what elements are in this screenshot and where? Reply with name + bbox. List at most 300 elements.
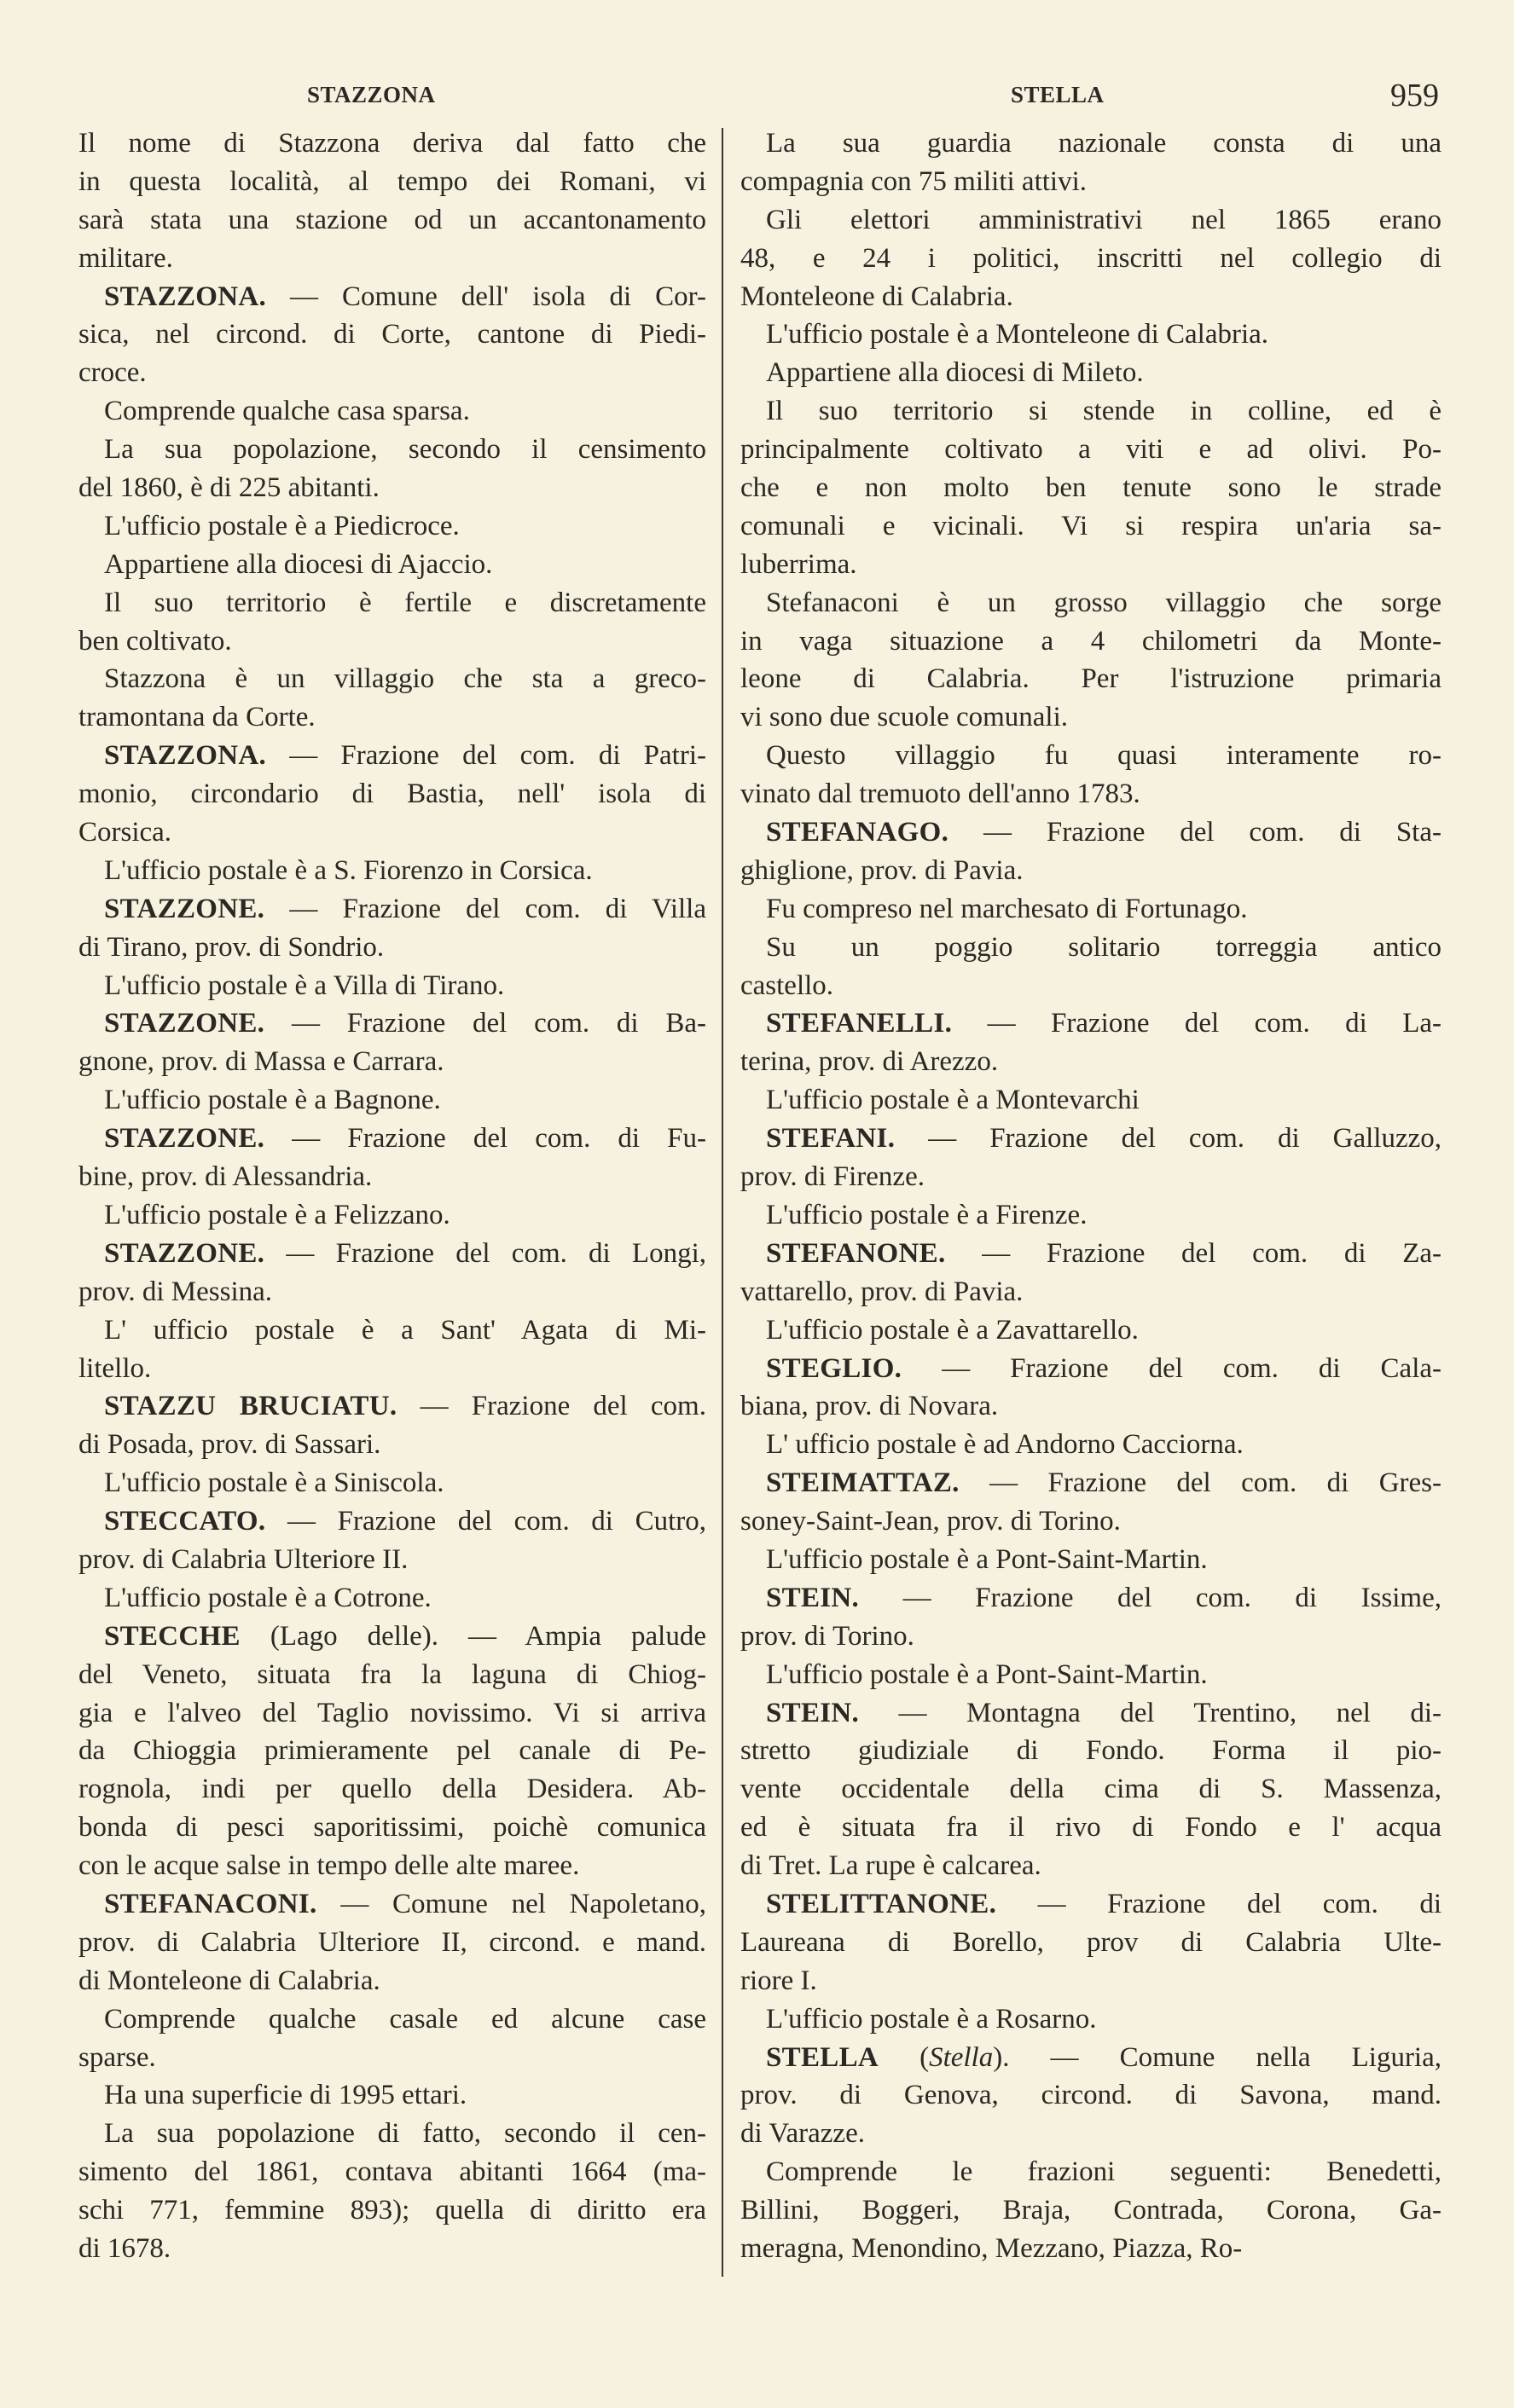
text-line: [78, 2230, 706, 2268]
entry-paragraph: [78, 1464, 706, 1502]
text-line: [78, 1158, 706, 1196]
text-line: [740, 1043, 1441, 1081]
line-text: di Tirano, prov. di Sondrio.: [78, 931, 385, 963]
text-line: [78, 315, 706, 354]
text-line: [740, 775, 1441, 813]
text-line: [740, 1196, 1441, 1235]
entry-paragraph: [740, 813, 1441, 890]
line-text: — Frazione del com. di Villa: [264, 893, 706, 924]
line-text: in questa località, al tempo dei Romani, vi: [78, 165, 706, 197]
entry-headword: STAZZONE.: [104, 893, 265, 924]
entry-paragraph: [78, 584, 706, 661]
text-line: [740, 660, 1441, 698]
text-line: [740, 392, 1441, 431]
text-line: [78, 890, 706, 929]
entry-paragraph: [740, 2000, 1441, 2039]
line-text: prov. di Torino.: [740, 1620, 914, 1652]
entry-paragraph: [78, 507, 706, 546]
line-text: Il suo territorio è fertile e discretamente: [104, 587, 706, 618]
entry-paragraph: [740, 315, 1441, 354]
line-text: — Frazione del com. di Gres-: [959, 1467, 1441, 1499]
line-text: L'ufficio postale è a Montevarchi: [766, 1085, 1140, 1116]
entry-paragraph: [740, 1004, 1441, 1081]
line-text: bonda di pesci saporitissimi, poichè comunica: [78, 1812, 706, 1844]
text-line: [78, 431, 706, 469]
text-line: [78, 1273, 706, 1311]
text-line: [740, 890, 1441, 929]
text-line: [78, 2191, 706, 2230]
left-column: [78, 124, 706, 2268]
line-text: litello.: [78, 1352, 152, 1384]
text-line: [740, 1235, 1441, 1273]
text-line: [78, 929, 706, 967]
entry-paragraph: [740, 737, 1441, 813]
entry-paragraph: [78, 1196, 706, 1235]
entry-paragraph: [78, 392, 706, 431]
text-line: [740, 1502, 1441, 1541]
line-text: meragna, Menondino, Mezzano, Piazza, Ro-: [740, 2232, 1243, 2264]
line-text: leone di Calabria. Per l'istruzione primaria: [740, 663, 1441, 695]
entry-paragraph: [740, 929, 1441, 1005]
text-line: [78, 1694, 706, 1733]
entry-headword: STEGLIO.: [766, 1352, 902, 1384]
line-text: gnone, prov. di Massa e Carrara.: [78, 1046, 444, 1078]
line-text: soney-Saint-Jean, prov. di Torino.: [740, 1506, 1121, 1537]
line-text: sarà stata una stazione od un accantonamento: [78, 204, 706, 235]
line-text: La sua guardia nazionale consta di una: [766, 128, 1441, 159]
line-text: Su un poggio solitario torreggia antico: [766, 931, 1441, 963]
line-text: di Monteleone di Calabria.: [78, 1965, 380, 1996]
entry-headword: STAZZONE.: [104, 1008, 265, 1039]
entry-paragraph: [740, 392, 1441, 583]
entry-paragraph: [78, 2000, 706, 2077]
line-text: che e non molto ben tenute sono le strade: [740, 472, 1441, 504]
running-head-right: STELLA: [1011, 82, 1105, 107]
entry-paragraph: [740, 1579, 1441, 1656]
line-text: L'ufficio postale è a Bagnone.: [104, 1085, 441, 1116]
entry-paragraph: [78, 890, 706, 967]
running-head-left: STAZZONA: [307, 82, 436, 107]
entry-paragraph: [78, 967, 706, 1005]
entry-paragraph: [740, 1235, 1441, 1311]
entry-paragraph: [78, 124, 706, 278]
entry-paragraph: [740, 1656, 1441, 1694]
text-line: [740, 1273, 1441, 1311]
line-text: comunali e vicinali. Vi si respira un'aria sa-: [740, 510, 1441, 541]
text-line: [740, 431, 1441, 469]
text-line: [78, 240, 706, 278]
line-text: castello.: [740, 970, 834, 1001]
entry-headword: STEFANONE.: [766, 1237, 946, 1269]
line-text: prov. di Firenze.: [740, 1161, 925, 1193]
entry-paragraph: [740, 584, 1441, 738]
entry-paragraph: [78, 1004, 706, 1081]
line-text: Questo villaggio fu quasi interamente ro-: [766, 740, 1441, 772]
text-line: [740, 967, 1441, 1005]
text-line: [740, 929, 1441, 967]
line-text: compagnia con 75 militi attivi.: [740, 165, 1088, 197]
line-text: ed è situata fra il rivo di Fondo e l' acqua: [740, 1812, 1441, 1844]
line-text: — Frazione del com. di Fu-: [264, 1123, 706, 1155]
entry-paragraph: [740, 1120, 1441, 1196]
line-text: — Frazione del com. di Cutro,: [265, 1506, 706, 1537]
text-line: [740, 1962, 1441, 2000]
line-text: — Frazione del com. di Ba-: [264, 1008, 706, 1039]
line-text: terina, prov. di Arezzo.: [740, 1046, 999, 1078]
line-text: sparse.: [78, 2041, 156, 2073]
entry-paragraph: [78, 1311, 706, 1388]
text-line: [740, 1081, 1441, 1120]
entry-headword: STEFANAGO.: [766, 817, 949, 848]
entry-paragraph: [740, 2039, 1441, 2154]
text-line: [78, 163, 706, 201]
text-line: [78, 737, 706, 775]
text-line: [78, 622, 706, 661]
line-text: di Varazze.: [740, 2118, 865, 2150]
entry-headword: STELLA: [766, 2041, 879, 2073]
line-text: Appartiene alla diocesi di Mileto.: [766, 357, 1144, 389]
line-text: L'ufficio postale è a Pont-Saint-Martin.: [766, 1658, 1208, 1690]
text-line: [78, 698, 706, 737]
line-text: in vaga situazione a 4 chilometri da Monte-: [740, 625, 1441, 657]
line-text: vattarello, prov. di Pavia.: [740, 1276, 1024, 1307]
line-text: stretto giudiziale di Fondo. Forma il pio-: [740, 1735, 1441, 1767]
text-line: [740, 584, 1441, 622]
text-line: [78, 1004, 706, 1043]
line-text: Il nome di Stazzona deriva dal fatto che: [78, 128, 706, 159]
text-line: [740, 1770, 1441, 1809]
entry-paragraph: [78, 1120, 706, 1196]
line-text: L'ufficio postale è a Cotrone.: [104, 1582, 432, 1613]
entry-paragraph: [78, 852, 706, 890]
text-line: [740, 1809, 1441, 1847]
entry-paragraph: [78, 431, 706, 507]
text-line: [740, 201, 1441, 240]
text-line: [78, 1579, 706, 1618]
entry-paragraph: [78, 278, 706, 393]
line-text: prov. di Messina.: [78, 1276, 273, 1307]
line-text: L'ufficio postale è a Piedicroce.: [104, 510, 460, 541]
entry-paragraph: [78, 2076, 706, 2115]
line-text: gia e l'alveo del Taglio novissimo. Vi si arriva: [78, 1697, 706, 1728]
entry-headword: STAZZONA.: [104, 281, 267, 312]
line-text: vinato dal tremuoto dell'anno 1783.: [740, 779, 1140, 810]
text-line: [740, 622, 1441, 661]
text-line: [740, 1656, 1441, 1694]
line-text: L'ufficio postale è a Siniscola.: [104, 1467, 444, 1499]
entry-headword: STAZZONE.: [104, 1237, 265, 1269]
entry-paragraph: [78, 1502, 706, 1579]
line-text: vente occidentale della cima di S. Massenza,: [740, 1774, 1441, 1805]
text-line: [78, 1043, 706, 1081]
text-line: [740, 240, 1441, 278]
text-line: [78, 2153, 706, 2191]
line-text: del 1860, è di 225 abitanti.: [78, 472, 380, 504]
line-text: con le acque salse in tempo delle alte maree.: [78, 1850, 580, 1882]
line-text: di Posada, prov. di Sassari.: [78, 1429, 381, 1461]
text-line: [740, 1004, 1441, 1043]
entry-headword: STEFANACONI.: [104, 1888, 317, 1919]
line-text: schi 771, femmine 893); quella di diritto era: [78, 2195, 706, 2226]
line-text: L' ufficio postale è a Sant' Agata di Mi-: [104, 1314, 706, 1346]
line-text: ). — Comune nella Liguria,: [993, 2041, 1441, 2073]
entry-paragraph: [740, 1694, 1441, 1885]
entry-headword: STAZZONE.: [104, 1123, 265, 1155]
text-line: [740, 1158, 1441, 1196]
text-line: [740, 1732, 1441, 1770]
line-text: L'ufficio postale è a S. Fiorenzo in Corsica.: [104, 854, 593, 886]
text-line: [78, 1464, 706, 1502]
text-line: [740, 2230, 1441, 2268]
text-line: [78, 1962, 706, 2000]
line-text: Gli elettori amministrativi nel 1865 erano: [766, 204, 1441, 235]
line-text: simento del 1861, contava abitanti 1664 (ma-: [78, 2156, 706, 2188]
text-line: [78, 1770, 706, 1809]
text-line: [740, 546, 1441, 584]
text-line: [740, 2153, 1441, 2191]
line-text: L' ufficio postale è ad Andorno Cacciorna.: [766, 1429, 1244, 1461]
entry-paragraph: [740, 1311, 1441, 1350]
line-text: ghiglione, prov. di Pavia.: [740, 854, 1024, 886]
right-column: [740, 124, 1441, 2268]
text-line: [740, 2039, 1441, 2077]
text-line: [78, 1081, 706, 1120]
line-text: 48, e 24 i politici, inscritti nel collegio di: [740, 242, 1441, 274]
line-text: Comprende qualche casale ed alcune case: [104, 2003, 706, 2035]
text-line: [740, 1387, 1441, 1426]
text-line: [78, 660, 706, 698]
text-line: [78, 1120, 706, 1158]
text-line: [78, 1502, 706, 1541]
entry-paragraph: [78, 1618, 706, 1885]
text-line: [740, 507, 1441, 546]
text-line: [78, 507, 706, 546]
entry-headword: STEIMATTAZ.: [766, 1467, 960, 1499]
text-line: [78, 2076, 706, 2115]
line-text: da Chioggia primieramente pel canale di Pe-: [78, 1735, 706, 1767]
text-line: [78, 1426, 706, 1464]
text-line: [740, 1924, 1441, 1962]
text-line: [78, 1847, 706, 1885]
text-line: [78, 546, 706, 584]
text-line: [78, 1618, 706, 1656]
text-line: [78, 1809, 706, 1847]
line-text: — Frazione del com. di Galluzzo,: [895, 1123, 1441, 1155]
text-line: [78, 1196, 706, 1235]
line-text: — Frazione del com. di Za-: [945, 1237, 1441, 1269]
text-line: [740, 354, 1441, 392]
text-line: [78, 1656, 706, 1694]
text-line: [740, 163, 1441, 201]
line-text: vi sono due scuole comunali.: [740, 702, 1069, 733]
line-text: Stazzona è un villaggio che sta a greco-: [104, 663, 706, 695]
line-text: L'ufficio postale è a Felizzano.: [104, 1199, 450, 1230]
text-line: [740, 1885, 1441, 1924]
text-line: [78, 201, 706, 240]
text-line: [740, 2191, 1441, 2230]
text-line: [78, 584, 706, 622]
line-text: principalmente coltivato a viti e ad olivi. Po-: [740, 434, 1441, 466]
line-text: Monteleone di Calabria.: [740, 281, 1013, 312]
line-text: Stefanaconi è un grosso villaggio che sorge: [766, 587, 1441, 618]
entry-headword: STEFANELLI.: [766, 1008, 953, 1039]
text-line: [740, 852, 1441, 890]
entry-headword: STEIN.: [766, 1697, 860, 1728]
line-text: riore I.: [740, 1965, 817, 1996]
line-text: La sua popolazione, secondo il censimento: [104, 434, 706, 466]
text-line: [78, 967, 706, 1005]
line-text: — Frazione del com. di Cala-: [902, 1352, 1441, 1384]
line-text: L'ufficio postale è a Firenze.: [766, 1199, 1088, 1230]
text-line: [740, 1541, 1441, 1579]
line-text: — Frazione del com.: [397, 1391, 706, 1422]
text-line: [740, 1579, 1441, 1618]
entry-paragraph: [78, 660, 706, 737]
entry-paragraph: [78, 1579, 706, 1618]
text-line: [78, 2039, 706, 2077]
line-text: tramontana da Corte.: [78, 702, 316, 733]
text-line: [740, 124, 1441, 163]
line-text: bine, prov. di Alessandria.: [78, 1161, 373, 1193]
page-number: 959: [1390, 78, 1439, 113]
line-text: Corsica.: [78, 817, 172, 848]
line-text: Appartiene alla diocesi di Ajaccio.: [104, 548, 493, 580]
text-line: [740, 1694, 1441, 1733]
line-text: del Veneto, situata fra la laguna di Chiog-: [78, 1658, 706, 1690]
line-text: croce.: [78, 357, 147, 389]
entry-headword: STECCHE: [104, 1620, 241, 1652]
text-line: [740, 2076, 1441, 2115]
entry-paragraph: [78, 546, 706, 584]
text-line: [78, 1885, 706, 1924]
text-line: [740, 2000, 1441, 2039]
text-line: [78, 1387, 706, 1426]
line-text: La sua popolazione di fatto, secondo il cen-: [104, 2118, 706, 2150]
line-text: — Frazione del com. di Patri-: [266, 740, 706, 772]
text-line: [78, 775, 706, 813]
entry-headword: STEIN.: [766, 1582, 860, 1613]
text-line: [740, 315, 1441, 354]
text-line: [78, 392, 706, 431]
text-line: [740, 1464, 1441, 1502]
text-line: [740, 278, 1441, 316]
line-text: Comprende qualche casa sparsa.: [104, 396, 470, 427]
text-line: [740, 2115, 1441, 2153]
entry-paragraph: [740, 2153, 1441, 2268]
entry-paragraph: [740, 1541, 1441, 1579]
line-text: L'ufficio postale è a Zavattarello.: [766, 1314, 1139, 1346]
text-line: [740, 1847, 1441, 1885]
text-line: [740, 469, 1441, 507]
entry-paragraph: [78, 1235, 706, 1311]
entry-paragraph: [78, 737, 706, 852]
entry-paragraph: [740, 201, 1441, 316]
entry-paragraph: [78, 2115, 706, 2268]
text-line: [78, 1732, 706, 1770]
line-text: di 1678.: [78, 2232, 171, 2264]
line-text: Comprende le frazioni seguenti: Benedetti,: [766, 2156, 1441, 2188]
line-text: — Frazione del com. di: [996, 1888, 1441, 1919]
text-line: [740, 737, 1441, 775]
line-text: Il suo territorio si stende in colline, ed è: [766, 396, 1441, 427]
entry-paragraph: [740, 1885, 1441, 2000]
line-text: Laureana di Borello, prov di Calabria Ulte-: [740, 1926, 1441, 1958]
text-line: [78, 1924, 706, 1962]
entry-paragraph: [78, 1387, 706, 1464]
text-line: [78, 278, 706, 316]
entry-paragraph: [740, 1350, 1441, 1427]
text-line: [740, 1120, 1441, 1158]
line-text: — Comune dell' isola di Cor-: [266, 281, 706, 312]
text-line: [78, 354, 706, 392]
line-text: biana, prov. di Novara.: [740, 1391, 999, 1422]
line-text: rognola, indi per quello della Desidera. Ab-: [78, 1774, 706, 1805]
line-text: Fu compreso nel marchesato di Fortunago.: [766, 893, 1248, 924]
entry-paragraph: [740, 1081, 1441, 1120]
text-line: [78, 1235, 706, 1273]
entry-headword: STAZZONA.: [104, 740, 267, 772]
entry-paragraph: [740, 354, 1441, 392]
line-text: (Lago delle). — Ampia palude: [240, 1620, 706, 1652]
line-text: prov. di Calabria Ulteriore II, circond. e mand.: [78, 1926, 706, 1958]
line-text: prov. di Calabria Ulteriore II.: [78, 1543, 409, 1575]
entry-headword: STELITTANONE.: [766, 1888, 997, 1919]
line-text: — Montagna del Trentino, nel di-: [859, 1697, 1441, 1728]
text-line: [740, 698, 1441, 737]
line-text: Ha una superficie di 1995 ettari.: [104, 2080, 467, 2111]
entry-paragraph: [78, 1885, 706, 2000]
text-line: [78, 124, 706, 163]
line-text: L'ufficio postale è a Monteleone di Calabria.: [766, 319, 1269, 350]
line-text: prov. di Genova, circond. di Savona, mand.: [740, 2080, 1441, 2111]
line-text: L'ufficio postale è a Pont-Saint-Martin.: [766, 1543, 1208, 1575]
entry-paragraph: [740, 890, 1441, 929]
entry-paren: (: [879, 2041, 930, 2073]
line-text: sica, nel circond. di Corte, cantone di Piedi-: [78, 319, 706, 350]
entry-paragraph: [740, 1426, 1441, 1464]
line-text: luberrima.: [740, 548, 857, 580]
line-text: militare.: [78, 242, 173, 274]
entry-paragraph: [78, 1081, 706, 1120]
line-text: — Frazione del com. di Issime,: [859, 1582, 1441, 1613]
text-line: [78, 813, 706, 852]
text-line: [740, 1350, 1441, 1388]
text-line: [78, 1350, 706, 1388]
text-line: [740, 1426, 1441, 1464]
line-text: di Tret. La rupe è calcarea.: [740, 1850, 1041, 1882]
text-line: [740, 1618, 1441, 1656]
entry-headword: STEFANI.: [766, 1123, 896, 1155]
entry-paragraph: [740, 1196, 1441, 1235]
line-text: — Frazione del com. di Longi,: [264, 1237, 706, 1269]
line-text: ben coltivato.: [78, 625, 232, 657]
entry-headword: STECCATO.: [104, 1506, 266, 1537]
entry-paragraph: [740, 1464, 1441, 1541]
line-text: — Comune nel Napoletano,: [316, 1888, 706, 1919]
line-text: — Frazione del com. di La-: [952, 1008, 1441, 1039]
line-text: L'ufficio postale è a Rosarno.: [766, 2003, 1097, 2035]
entry-variant-name: Stella: [929, 2041, 994, 2073]
line-text: L'ufficio postale è a Villa di Tirano.: [104, 970, 505, 1001]
text-line: [78, 1541, 706, 1579]
text-line: [740, 813, 1441, 852]
text-line: [78, 852, 706, 890]
text-line: [78, 1311, 706, 1350]
text-line: [78, 2000, 706, 2039]
line-text: — Frazione del com. di Sta-: [948, 817, 1441, 848]
line-text: monio, circondario di Bastia, nell' isola di: [78, 779, 706, 810]
entry-paragraph: [740, 124, 1441, 201]
